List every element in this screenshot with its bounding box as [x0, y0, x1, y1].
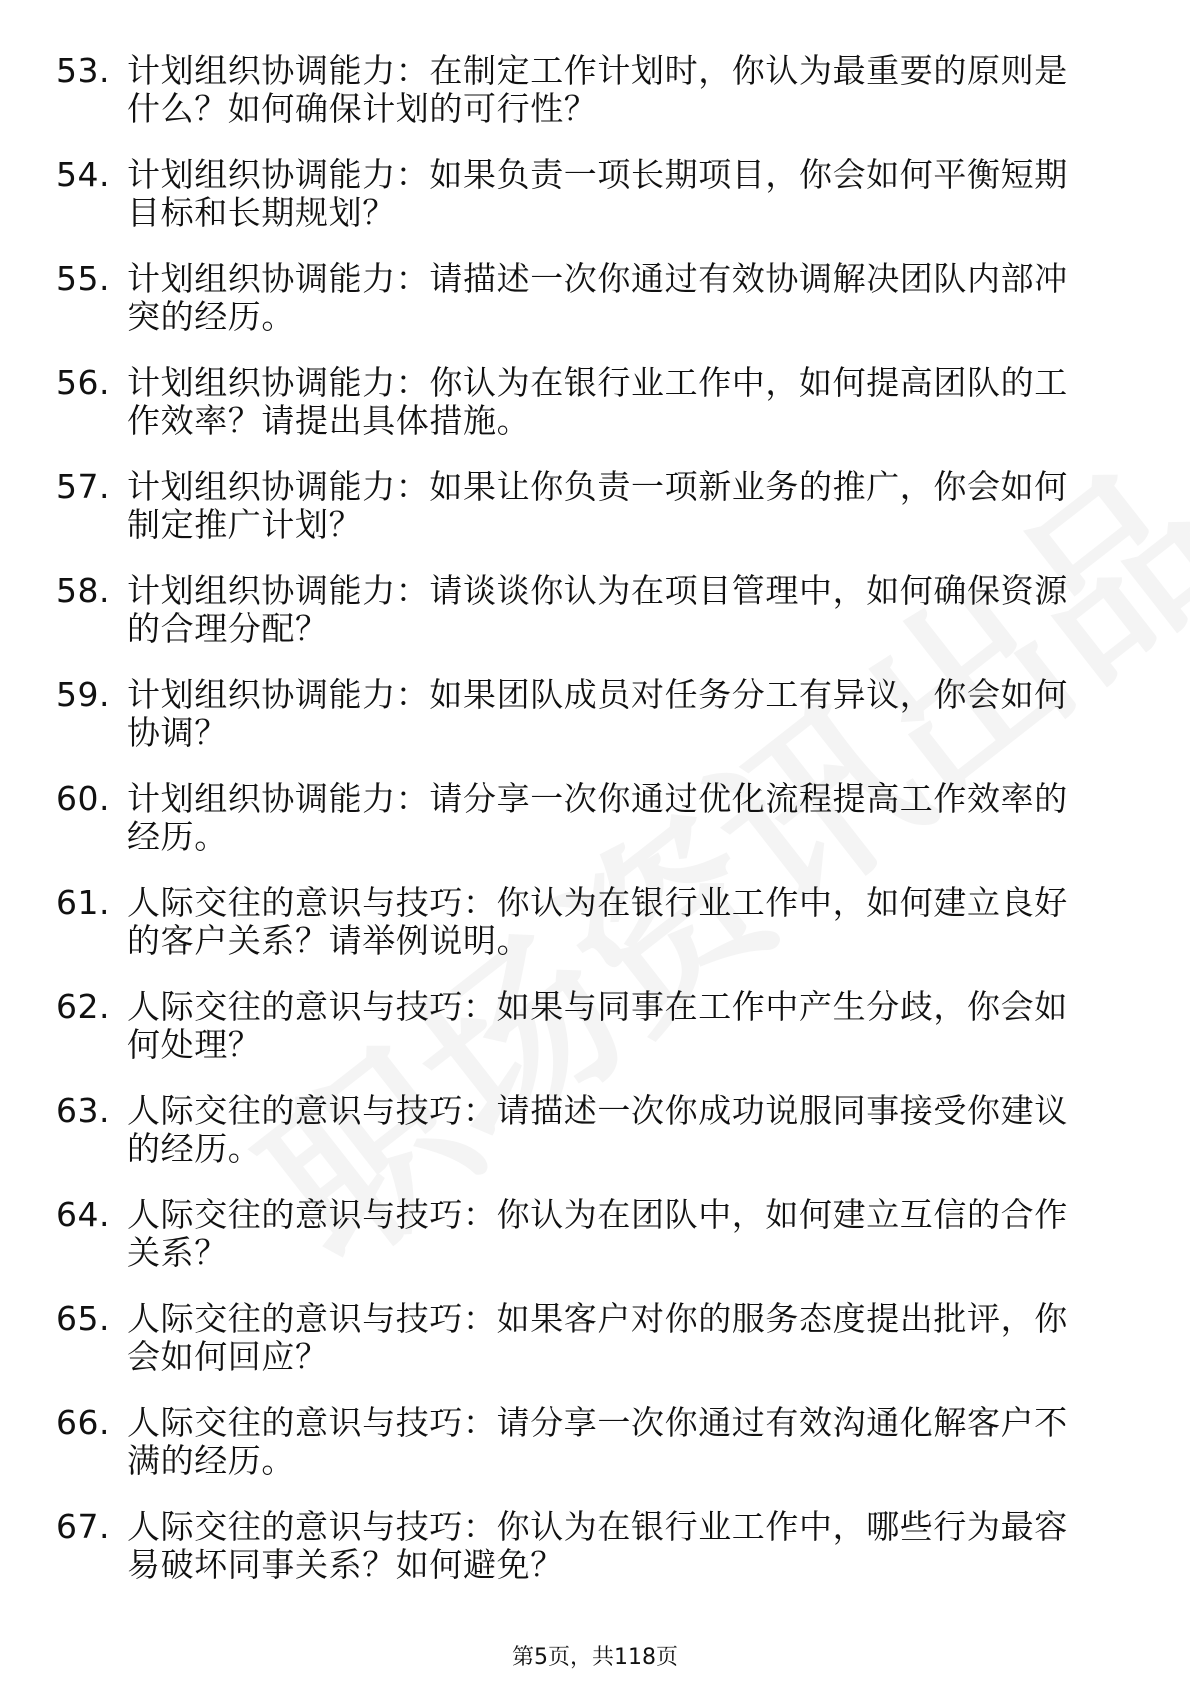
question-item: [0, 1296, 1190, 1400]
question-text-line-1: 计划组织协调能力：请描述一次你通过有效协调解决团队内部冲: [127, 259, 1068, 298]
question-number: 56.: [56, 363, 110, 402]
question-text-line-1: 人际交往的意识与技巧：你认为在银行业工作中，哪些行为最容: [127, 1507, 1068, 1546]
question-text-line-1: 人际交往的意识与技巧：你认为在团队中，如何建立互信的合作: [127, 1195, 1068, 1234]
question-item: [0, 48, 1190, 152]
question-item: [0, 464, 1190, 568]
question-text-line-1: 计划组织协调能力：如果负责一项长期项目，你会如何平衡短期: [127, 155, 1068, 194]
question-text-line-1: 人际交往的意识与技巧：请描述一次你成功说服同事接受你建议: [127, 1091, 1068, 1130]
question-text-line-2: 的合理分配？: [127, 609, 329, 648]
question-text-line-1: 人际交往的意识与技巧：如果客户对你的服务态度提出批评，你: [127, 1299, 1068, 1338]
page-number-label: 第5页，共118页: [512, 1645, 678, 1670]
question-number: 60.: [56, 779, 110, 818]
question-text-line-1: 人际交往的意识与技巧：请分享一次你通过有效沟通化解客户不: [127, 1403, 1068, 1442]
question-item: [0, 1504, 1190, 1608]
question-number: 62.: [56, 987, 110, 1026]
question-text-line-2: 何处理？: [127, 1025, 262, 1064]
question-number: 65.: [56, 1299, 110, 1338]
page-footer: [0, 1640, 1190, 1671]
question-item: [0, 360, 1190, 464]
question-item: [0, 256, 1190, 360]
question-item: [0, 568, 1190, 672]
question-text-line-2: 协调？: [127, 713, 228, 752]
question-text-line-2: 满的经历。: [127, 1441, 295, 1480]
question-number: 53.: [56, 51, 110, 90]
question-item: [0, 152, 1190, 256]
question-number: 61.: [56, 883, 110, 922]
question-item: [0, 1088, 1190, 1192]
question-item: [0, 672, 1190, 776]
question-text-line-2: 什么？如何确保计划的可行性？: [127, 89, 598, 128]
question-number: 59.: [56, 675, 110, 714]
question-number: 64.: [56, 1195, 110, 1234]
question-number: 67.: [56, 1507, 110, 1546]
question-number: 55.: [56, 259, 110, 298]
question-number: 58.: [56, 571, 110, 610]
question-number: 54.: [56, 155, 110, 194]
question-text-line-1: 计划组织协调能力：在制定工作计划时，你认为最重要的原则是: [127, 51, 1068, 90]
question-text-line-2: 关系？: [127, 1233, 228, 1272]
question-number: 66.: [56, 1403, 110, 1442]
question-text-line-2: 的客户关系？请举例说明。: [127, 921, 531, 960]
question-item: [0, 1192, 1190, 1296]
question-item: [0, 984, 1190, 1088]
question-text-line-2: 作效率？请提出具体措施。: [127, 401, 531, 440]
question-text-line-1: 计划组织协调能力：请分享一次你通过优化流程提高工作效率的: [127, 779, 1068, 818]
question-text-line-2: 制定推广计划？: [127, 505, 363, 544]
question-text-line-1: 计划组织协调能力：如果让你负责一项新业务的推广，你会如何: [127, 467, 1068, 506]
question-number: 57.: [56, 467, 110, 506]
question-text-line-1: 人际交往的意识与技巧：如果与同事在工作中产生分歧，你会如: [127, 987, 1068, 1026]
question-text-line-1: 计划组织协调能力：请谈谈你认为在项目管理中，如何确保资源: [127, 571, 1068, 610]
question-text-line-1: 人际交往的意识与技巧：你认为在银行业工作中，如何建立良好: [127, 883, 1068, 922]
question-item: [0, 776, 1190, 880]
question-text-line-2: 的经历。: [127, 1129, 262, 1168]
question-item: [0, 1400, 1190, 1504]
question-text-line-2: 目标和长期规划？: [127, 193, 396, 232]
question-text-line-2: 易破坏同事关系？如何避免？: [127, 1545, 564, 1584]
question-number: 63.: [56, 1091, 110, 1130]
question-text-line-2: 会如何回应？: [127, 1337, 329, 1376]
question-list: [0, 48, 1190, 1608]
question-text-line-2: 突的经历。: [127, 297, 295, 336]
question-text-line-2: 经历。: [127, 817, 228, 856]
question-text-line-1: 计划组织协调能力：你认为在银行业工作中，如何提高团队的工: [127, 363, 1068, 402]
question-text-line-1: 计划组织协调能力：如果团队成员对任务分工有异议，你会如何: [127, 675, 1068, 714]
question-item: [0, 880, 1190, 984]
